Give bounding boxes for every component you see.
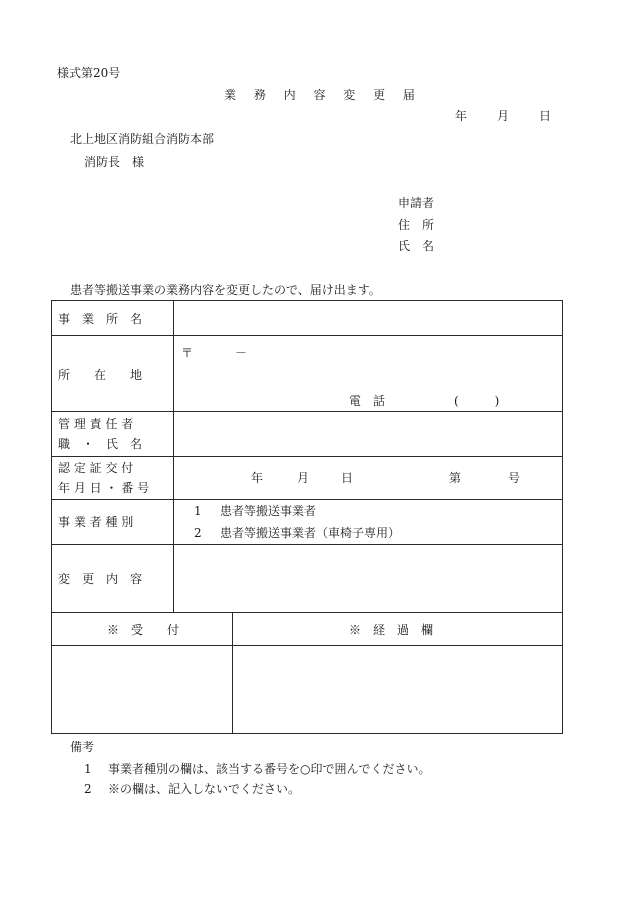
cert-day: 日 bbox=[341, 471, 354, 485]
progress-header: ※ 経 過 欄 bbox=[349, 623, 434, 637]
cert-number-suffix: 号 bbox=[508, 471, 521, 485]
business-type-label: 事 業 者 種 別 bbox=[58, 515, 134, 529]
cert-label-line2: 年 月 日 ・ 番 号 bbox=[58, 481, 150, 495]
row-divider bbox=[52, 499, 562, 500]
addressee-org: 北上地区消防組合消防本部 bbox=[70, 132, 215, 146]
intro-text: 患者等搬送事業の業務内容を変更したので、届け出ます。 bbox=[70, 283, 381, 297]
notes-heading: 備考 bbox=[70, 740, 95, 754]
change-content-label: 変 更 内 容 bbox=[58, 572, 143, 586]
option-2-number: 2 bbox=[194, 526, 202, 540]
manager-label-line1: 管 理 責 任 者 bbox=[58, 417, 134, 431]
row-divider bbox=[52, 612, 562, 613]
date-month: 月 bbox=[497, 109, 510, 123]
manager-field[interactable] bbox=[174, 412, 563, 456]
postal-mark: 〒 bbox=[181, 346, 194, 360]
note-1-text: 事業者種別の欄は、該当する番号を○印で囲んでください。 bbox=[108, 762, 431, 776]
cert-number-prefix: 第 bbox=[449, 471, 462, 485]
phone-label: 電 話 bbox=[349, 394, 386, 408]
note-2-text: ※の欄は、記入しないでください。 bbox=[108, 782, 301, 796]
cert-month: 月 bbox=[297, 471, 310, 485]
date-year: 年 bbox=[455, 109, 468, 123]
row-divider bbox=[52, 456, 562, 457]
form-number: 様式第20号 bbox=[57, 66, 121, 80]
applicant-label: 申請者 bbox=[398, 196, 435, 210]
addressee-person: 消防長 様 bbox=[84, 155, 145, 169]
phone-paren: ( ) bbox=[454, 394, 500, 408]
manager-label-line2: 職 ・ 氏 名 bbox=[58, 437, 143, 451]
option-1-number: 1 bbox=[194, 504, 202, 518]
date-day: 日 bbox=[539, 109, 552, 123]
applicant-name: 氏 名 bbox=[398, 239, 435, 253]
form-table bbox=[51, 300, 563, 734]
row-divider bbox=[52, 335, 562, 336]
cert-label-line1: 認 定 証 交 付 bbox=[58, 461, 134, 475]
cert-year: 年 bbox=[251, 471, 264, 485]
document-title: 業 務 内 容 変 更 届 bbox=[224, 88, 422, 102]
office-name-field[interactable] bbox=[174, 301, 563, 335]
location-label: 所 在 地 bbox=[58, 368, 143, 382]
note-2-number: 2 bbox=[84, 782, 92, 796]
change-content-field[interactable] bbox=[174, 545, 563, 612]
postal-dash: － bbox=[235, 346, 248, 360]
reception-header: ※ 受 付 bbox=[107, 623, 180, 637]
row-divider bbox=[52, 645, 562, 646]
option-1-text: 患者等搬送事業者 bbox=[220, 504, 317, 518]
option-2-text: 患者等搬送事業者（車椅子専用） bbox=[220, 526, 401, 540]
applicant-address: 住 所 bbox=[398, 218, 435, 232]
office-name-label: 事 業 所 名 bbox=[58, 312, 143, 326]
column-divider bbox=[232, 612, 233, 734]
note-1-number: 1 bbox=[84, 762, 92, 776]
